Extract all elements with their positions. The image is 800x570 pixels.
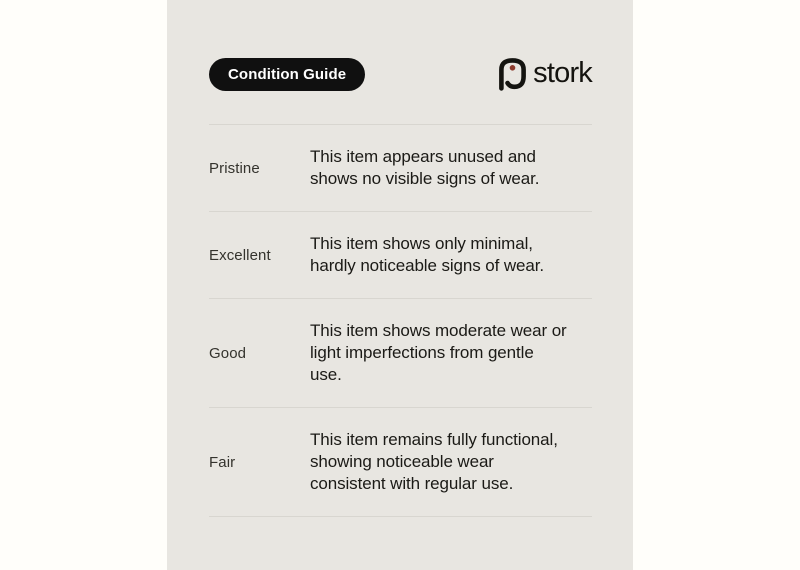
description-line: use.: [310, 365, 342, 384]
condition-description: [310, 320, 567, 386]
condition-row-excellent: [209, 211, 592, 298]
condition-guide-badge: Condition Guide: [209, 58, 365, 91]
description-line: showing noticeable wear: [310, 452, 494, 471]
condition-description: [310, 233, 544, 277]
condition-label: Fair: [209, 453, 236, 471]
description-line: hardly noticeable signs of wear.: [310, 256, 544, 275]
description-line: This item shows only minimal,: [310, 234, 533, 253]
stork-logo: [499, 58, 592, 91]
condition-label: Excellent: [209, 246, 271, 264]
condition-label: Pristine: [209, 159, 260, 177]
condition-label: Good: [209, 344, 247, 362]
stork-logo-text: stork: [533, 56, 592, 89]
condition-description: [310, 429, 558, 495]
description-line: light imperfections from gentle: [310, 343, 534, 362]
condition-description: [310, 146, 539, 190]
description-line: This item appears unused and: [310, 147, 536, 166]
logo-dot: [510, 65, 516, 71]
description-line: This item remains fully functional,: [310, 430, 558, 449]
description-line: This item shows moderate wear or: [310, 321, 567, 340]
description-line: consistent with regular use.: [310, 474, 514, 493]
condition-guide-card: [167, 0, 633, 570]
condition-row-fair: [209, 407, 592, 517]
condition-row-good: [209, 298, 592, 407]
conditions-table: [209, 124, 592, 517]
stork-pin-icon: [499, 58, 526, 91]
condition-row-pristine: [209, 124, 592, 211]
description-line: shows no visible signs of wear.: [310, 169, 540, 188]
card-header: [209, 0, 592, 91]
